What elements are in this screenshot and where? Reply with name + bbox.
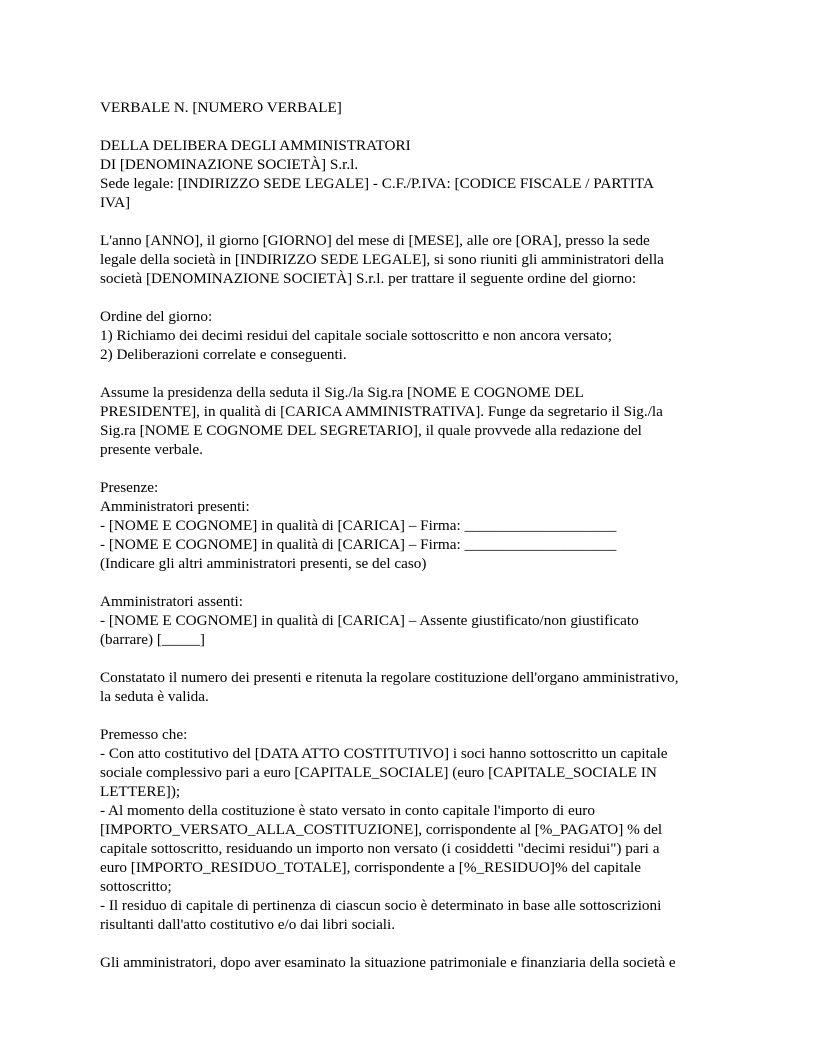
premesso-heading: Premesso che: — [100, 726, 188, 743]
presenze-section — [100, 478, 718, 573]
assente-row: (barrare) [_____] — [100, 631, 205, 648]
premesso-line: - Con atto costitutivo del [DATA ATTO COSTITUTIVO] i soci hanno sottoscritto un capitale — [100, 745, 668, 762]
document-title-line-1: DELLA DELIBERA DEGLI AMMINISTRATORI — [100, 137, 411, 154]
assenti-section — [100, 592, 718, 649]
presenti-subheading: Amministratori presenti: — [100, 498, 250, 515]
verbale-number: VERBALE N. [NUMERO VERBALE] — [100, 99, 342, 116]
paragraph-line: Sig.ra [NOME E COGNOME DEL SEGRETARIO], il quale provvede alla redazione del — [100, 422, 642, 439]
premesso-line: LETTERE]); — [100, 783, 181, 800]
premesso-line: sottoscritto; — [100, 878, 172, 895]
paragraph-line: Constatato il numero dei presenti e ritenuta la regolare costituzione dell'organo amministrativo, — [100, 669, 679, 686]
paragraph-line: società [DENOMINAZIONE SOCIETÀ] S.r.l. per trattare il seguente ordine del giorno: — [100, 270, 637, 287]
premesso-line: risultanti dall'atto costitutivo e/o dai libri sociali. — [100, 916, 396, 933]
premesso-line: - Il residuo di capitale di pertinenza di ciascun socio è determinato in base alle sottoscrizioni — [100, 897, 662, 914]
presente-row: - [NOME E COGNOME] in qualità di [CARICA] – Firma: ____________________ — [100, 517, 617, 534]
premesso-section — [100, 725, 718, 934]
paragraph-line: presente verbale. — [100, 441, 203, 458]
paragraph-line: legale della società in [INDIRIZZO SEDE LEGALE], si sono riuniti gli amministratori della — [100, 251, 664, 268]
presenze-note: (Indicare gli altri amministratori presenti, se del caso) — [100, 555, 427, 572]
premesso-line: - Al momento della costituzione è stato versato in conto capitale l'importo di euro — [100, 802, 595, 819]
paragraph-line: PRESIDENTE], in qualità di [CARICA AMMINISTRATIVA]. Funge da segretario il Sig./la — [100, 403, 663, 420]
paragraph-line: L'anno [ANNO], il giorno [GIORNO] del mese di [MESE], alle ore [ORA], presso la sede — [100, 232, 650, 249]
agenda-item: 1) Richiamo dei decimi residui del capitale sociale sottoscritto e non ancora versato; — [100, 327, 612, 344]
premesso-line: euro [IMPORTO_RESIDUO_TOTALE], corrispondente a [%_RESIDUO]% del capitale — [100, 859, 641, 876]
agenda-item: 2) Deliberazioni correlate e conseguenti. — [100, 346, 347, 363]
constatato-paragraph — [100, 668, 718, 706]
sede-legale-line-1: Sede legale: [INDIRIZZO SEDE LEGALE] - C.F./P.IVA: [CODICE FISCALE / PARTITA — [100, 175, 654, 192]
document-title-line-2: DI [DENOMINAZIONE SOCIETÀ] S.r.l. — [100, 156, 359, 173]
paragraph-line: la seduta è valida. — [100, 688, 209, 705]
sede-legale-line-2: IVA] — [100, 194, 131, 211]
premesso-line: capitale sottoscritto, residuando un importo non versato (i cosiddetti "decimi residui") pari a — [100, 840, 660, 857]
closing-paragraph — [100, 953, 718, 972]
assente-row: - [NOME E COGNOME] in qualità di [CARICA] – Assente giustificato/non giustificato — [100, 612, 639, 629]
agenda-section — [100, 307, 718, 364]
verbale-header — [100, 98, 718, 212]
intro-paragraph — [100, 231, 718, 288]
presente-row: - [NOME E COGNOME] in qualità di [CARICA] – Firma: ____________________ — [100, 536, 617, 553]
premesso-line: sociale complessivo pari a euro [CAPITALE_SOCIALE] (euro [CAPITALE_SOCIALE IN — [100, 764, 657, 781]
paragraph-line: Gli amministratori, dopo aver esaminato la situazione patrimoniale e finanziaria della società e — [100, 954, 676, 971]
premesso-line: [IMPORTO_VERSATO_ALLA_COSTITUZIONE], corrispondente al [%_PAGATO] % del — [100, 821, 663, 838]
assenti-heading: Amministratori assenti: — [100, 593, 243, 610]
paragraph-line: Assume la presidenza della seduta il Sig./la Sig.ra [NOME E COGNOME DEL — [100, 384, 584, 401]
presenze-heading: Presenze: — [100, 479, 159, 496]
presidency-paragraph — [100, 383, 718, 459]
agenda-heading: Ordine del giorno: — [100, 308, 213, 325]
document-page — [100, 98, 718, 972]
